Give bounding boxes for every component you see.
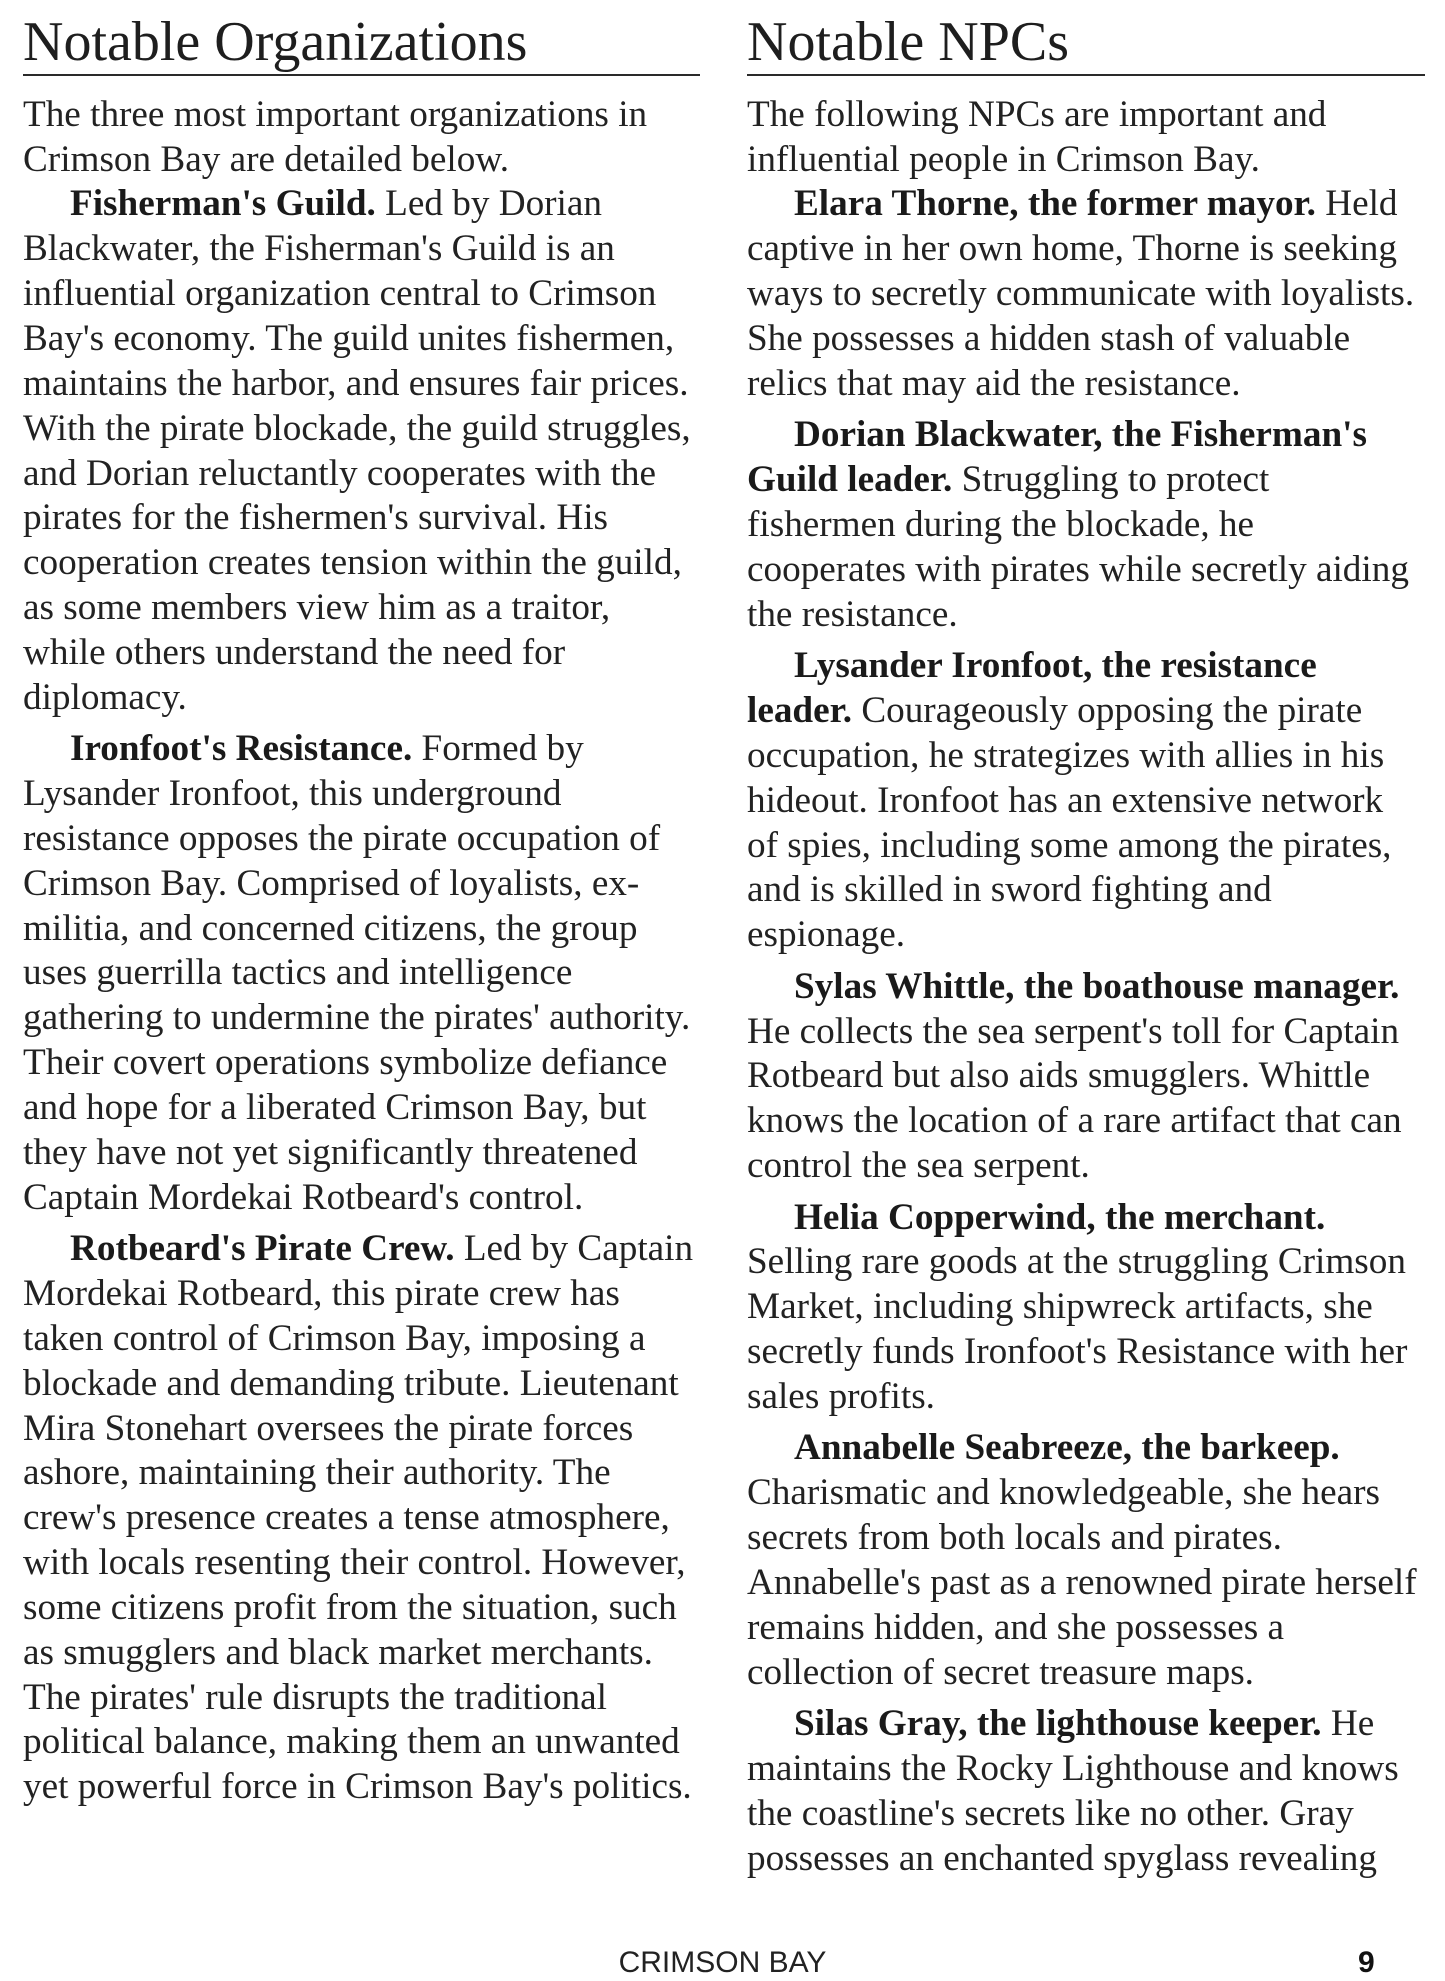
entry-title: Helia Copperwind, the merchant. <box>794 1196 1326 1238</box>
text-line: militia, and concerned citizens, the group <box>23 907 638 949</box>
text-line: and hope for a liberated Crimson Bay, but <box>23 1086 647 1128</box>
entry-paragraph <box>23 182 700 720</box>
entry-text: He <box>1321 1703 1375 1745</box>
npcs-column <box>747 0 1425 1900</box>
section-heading: Notable NPCs <box>747 11 1069 73</box>
entry-paragraph <box>747 1702 1425 1881</box>
text-line <box>747 1196 1425 1241</box>
text-line: Crimson Bay are detailed below. <box>23 138 510 180</box>
text-line: sales profits. <box>747 1375 935 1417</box>
text-line: cooperation creates tension within the guild, <box>23 542 682 584</box>
text-line: She possesses a hidden stash of valuable <box>747 318 1351 360</box>
entry-text: Held <box>1315 183 1398 225</box>
entry-title: Annabelle Seabreeze, the barkeep. <box>794 1427 1340 1469</box>
entry-title: Dorian Blackwater, the Fisherman's <box>794 414 1367 456</box>
entry-title: Fisherman's Guild. <box>70 183 376 225</box>
intro-paragraph <box>747 93 1425 183</box>
entry-title: Rotbeard's Pirate Crew. <box>70 1228 455 1270</box>
text-line: maintains the Rocky Lighthouse and knows <box>747 1747 1399 1789</box>
column-body <box>747 93 1425 1882</box>
entry-paragraph <box>23 1227 700 1810</box>
entry-text: Courageously opposing the pirate <box>852 690 1363 732</box>
text-line: Charismatic and knowledgeable, she hears <box>747 1472 1381 1514</box>
text-line: of spies, including some among the pirates, <box>747 824 1392 866</box>
section-heading: Notable Organizations <box>23 11 528 73</box>
text-line: Selling rare goods at the struggling Crimson <box>747 1241 1406 1283</box>
text-line <box>747 413 1425 458</box>
text-line: ways to secretly communicate with loyalists. <box>747 273 1415 315</box>
text-line: Rotbeard but also aids smugglers. Whittle <box>747 1055 1371 1097</box>
text-line: taken control of Crimson Bay, imposing a <box>23 1317 646 1359</box>
text-line: Mordekai Rotbeard, this pirate crew has <box>23 1272 620 1314</box>
entry-paragraph <box>747 1196 1425 1420</box>
entry-text: Formed by <box>412 728 584 770</box>
text-line: they have not yet significantly threatened <box>23 1131 638 1173</box>
footer-title: CRIMSON BAY <box>618 1945 827 1979</box>
text-line: The pirates' rule disrupts the traditional <box>23 1676 607 1718</box>
entry-paragraph <box>747 413 1425 637</box>
entry-paragraph <box>747 965 1425 1189</box>
organizations-column <box>23 0 700 1900</box>
text-line <box>747 965 1425 1010</box>
text-line: captive in her own home, Thorne is seeking <box>747 228 1397 270</box>
text-line: fishermen during the blockade, he <box>747 504 1255 546</box>
text-line: Mira Stonehart oversees the pirate forces <box>23 1407 634 1449</box>
text-line: espionage. <box>747 914 905 956</box>
entry-title: Ironfoot's Resistance. <box>70 728 413 770</box>
text-line: ashore, maintaining their authority. The <box>23 1452 611 1494</box>
page-number: 9 <box>1358 1945 1375 1979</box>
text-line: With the pirate blockade, the guild struggles, <box>23 407 691 449</box>
text-line: as smugglers and black market merchants. <box>23 1631 653 1673</box>
heading-rule <box>23 74 700 76</box>
entry-paragraph <box>747 1426 1425 1695</box>
text-line: while others understand the need for <box>23 631 566 673</box>
entry-title: Silas Gray, the lighthouse keeper. <box>794 1703 1322 1745</box>
entry-text: Led by Dorian <box>375 183 602 225</box>
text-line: Crimson Bay. Comprised of loyalists, ex- <box>23 862 640 904</box>
text-line <box>23 182 700 227</box>
text-line: secrets from both locals and pirates. <box>747 1517 1282 1559</box>
text-line: maintains the harbor, and ensures fair prices. <box>23 362 689 404</box>
entry-title: leader. <box>747 690 853 732</box>
text-line: influential people in Crimson Bay. <box>747 138 1260 180</box>
text-line: Blackwater, the Fisherman's Guild is an <box>23 228 615 270</box>
text-line: some citizens profit from the situation, such <box>23 1586 677 1628</box>
text-line: Market, including shipwreck artifacts, she <box>747 1286 1373 1328</box>
entry-title: Lysander Ironfoot, the resistance <box>794 645 1317 687</box>
text-line: diplomacy. <box>23 676 187 718</box>
text-line: Bay's economy. The guild unites fishermen, <box>23 318 675 360</box>
column-body <box>23 93 700 1810</box>
text-line: control the sea serpent. <box>747 1145 1090 1187</box>
text-line: Their covert operations symbolize defiance <box>23 1042 668 1084</box>
text-line: hideout. Ironfoot has an extensive network <box>747 779 1384 821</box>
text-line: knows the location of a rare artifact that can <box>747 1100 1402 1142</box>
text-line <box>23 1227 700 1272</box>
text-line: occupation, he strategizes with allies in his <box>747 734 1385 776</box>
text-line: the coastline's secrets like no other. Gray <box>747 1792 1354 1834</box>
text-line: remains hidden, and she possesses a <box>747 1606 1285 1648</box>
text-line: influential organization central to Crimson <box>23 273 657 315</box>
heading-rule <box>747 74 1425 76</box>
text-line: Captain Mordekai Rotbeard's control. <box>23 1176 584 1218</box>
intro-paragraph <box>23 93 700 183</box>
text-line: Annabelle's past as a renowned pirate herself <box>747 1561 1417 1603</box>
entry-paragraph <box>23 727 700 1220</box>
text-line: pirates for the fishermen's survival. His <box>23 497 609 539</box>
text-line: crew's presence creates a tense atmosphere, <box>23 1497 670 1539</box>
text-line: The three most important organizations in <box>23 93 648 135</box>
entry-paragraph <box>747 644 1425 958</box>
text-line: possesses an enchanted spyglass revealing <box>747 1837 1377 1879</box>
text-line: He collects the sea serpent's toll for Captain <box>747 1010 1400 1052</box>
text-line: with locals resenting their control. However, <box>23 1542 686 1584</box>
text-line: resistance opposes the pirate occupation of <box>23 817 661 859</box>
entry-title: Elara Thorne, the former mayor. <box>794 183 1316 225</box>
text-line <box>747 1702 1425 1747</box>
entry-title: Sylas Whittle, the boathouse manager. <box>794 965 1400 1007</box>
entry-paragraph <box>747 182 1425 406</box>
entry-title: Guild leader. <box>747 459 953 501</box>
text-line <box>747 689 1425 734</box>
text-line: uses guerrilla tactics and intelligence <box>23 952 573 994</box>
text-line: collection of secret treasure maps. <box>747 1651 1254 1693</box>
entry-text: Struggling to protect <box>952 459 1270 501</box>
text-line: political balance, making them an unwanted <box>23 1721 680 1763</box>
entry-text: Led by Captain <box>454 1228 694 1270</box>
text-line: and Dorian reluctantly cooperates with the <box>23 452 656 494</box>
text-line: cooperates with pirates while secretly aiding <box>747 548 1409 590</box>
text-line: yet powerful force in Crimson Bay's politics. <box>23 1766 692 1808</box>
text-line <box>747 1426 1425 1471</box>
text-line: The following NPCs are important and <box>747 93 1327 135</box>
text-line <box>747 458 1425 503</box>
text-line <box>23 727 700 772</box>
text-line: as some members view him as a traitor, <box>23 587 611 629</box>
text-line <box>747 644 1425 689</box>
text-line: blockade and demanding tribute. Lieutenant <box>23 1362 679 1404</box>
text-line <box>747 182 1425 227</box>
text-line: the resistance. <box>747 593 958 635</box>
text-line: and is skilled in sword fighting and <box>747 869 1272 911</box>
text-line: gathering to undermine the pirates' authority. <box>23 997 691 1039</box>
text-line: secretly funds Ironfoot's Resistance with her <box>747 1331 1408 1373</box>
text-line: relics that may aid the resistance. <box>747 362 1241 404</box>
text-line: Lysander Ironfoot, this underground <box>23 773 562 815</box>
